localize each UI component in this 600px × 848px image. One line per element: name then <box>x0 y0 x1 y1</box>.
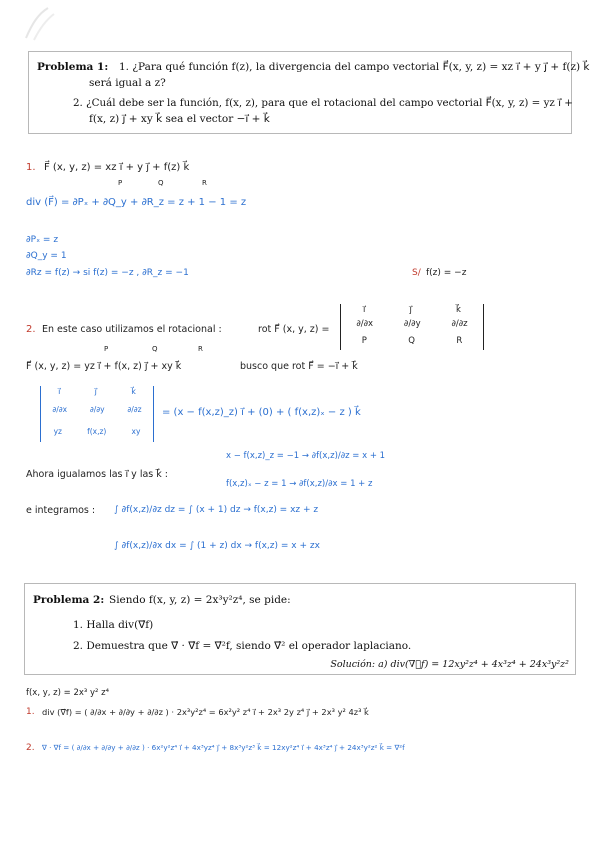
matrix-dy: ∂/∂y <box>89 405 105 414</box>
det-row2 <box>341 320 483 329</box>
det-q: Q <box>408 336 415 346</box>
matrix-k: k⃗ <box>131 387 136 396</box>
part3-function: f(x, y, z) = 2x³ y² z⁴ <box>26 688 110 698</box>
matrix-yz: yz <box>53 427 62 436</box>
part2-eq2: f(x,z)ₓ − z = 1 → ∂f(x,z)/∂x = 1 + z <box>226 479 373 489</box>
part3-line2: ∇ · ∇f = ( ∂/∂x + ∂/∂y + ∂/∂z ) · 6x²y²z⁴ i⃗ + 4x³yz⁴ j⃗ + 8x³y²z³ k⃗ = 12xy²z⁴ i⃗ + 4x³z⁴ j⃗ + 24x³y²z² k⃗ = ∇²f <box>42 743 405 752</box>
det-p: P <box>361 336 367 346</box>
det-j: j⃗ <box>409 305 412 315</box>
det-dy: ∂/∂y <box>403 319 421 329</box>
part2-r-label: R <box>198 345 203 353</box>
problem1-q2-line2: f(x, z) j⃗ + xy k⃗ sea el vector −i⃗ + k⃗ <box>89 113 270 125</box>
part1-field: F⃗ (x, y, z) = xz i⃗ + y j⃗ + f(z) k⃗ <box>44 162 190 173</box>
part1-number: 1. <box>26 162 36 173</box>
part1-r-label: R <box>202 179 207 187</box>
part2-result: = (x − f(x,z)_z) i⃗ + (0) + ( f(x,z)ₓ − z ) k⃗ <box>162 407 361 418</box>
part1-drz: ∂Rz = f(z) → si f(z) = −z , ∂R_z = −1 <box>26 268 189 278</box>
part2-field: F⃗ (x, y, z) = yz i⃗ + f(x, z) j⃗ + xy k⃗ <box>26 361 182 372</box>
det-r: R <box>456 336 463 346</box>
matrix-f: f(x,z) <box>87 427 107 436</box>
part1-dpx: ∂Pₓ = z <box>26 235 59 245</box>
part2-integramos: e integramos : <box>26 505 96 516</box>
problem2-item2: 2. Demuestra que ∇⃗ · ∇⃗f = ∇⃗²f, siendo ∇⃗² el operador laplaciano. <box>73 640 412 652</box>
part2-igualamos: Ahora igualamos las i⃗ y las k⃗ : <box>26 469 168 480</box>
part2-determinant <box>340 304 484 350</box>
problem1-q1-line2: será igual a z? <box>89 77 166 89</box>
matrix-dx: ∂/∂x <box>52 405 68 414</box>
det-dz: ∂/∂z <box>451 319 468 329</box>
part2-number: 2. <box>26 324 36 335</box>
part1-p-label: P <box>118 179 123 187</box>
problem1-label: Problema 1: <box>37 61 109 73</box>
matrix-row3 <box>41 428 153 436</box>
matrix-dz: ∂/∂z <box>127 405 142 414</box>
matrix-i: i⃗ <box>58 387 61 396</box>
part2-int2: ∫ ∂f(x,z)/∂x dx = ∫ (1 + z) dx → f(x,z) = x + zx <box>114 541 320 551</box>
part2-q-label: Q <box>152 345 158 353</box>
problem2-box <box>24 583 576 675</box>
part1-divergence: div (F⃗) = ∂Pₓ + ∂Q_y + ∂R_z = z + 1 − 1 = z <box>26 197 247 208</box>
part2-eq1: x − f(x,z)_z = −1 → ∂f(x,z)/∂z = x + 1 <box>226 451 386 461</box>
problem2-label: Problema 2: <box>33 594 105 606</box>
det-row3 <box>341 337 483 346</box>
det-row1 <box>341 306 483 315</box>
part2-p-label: P <box>104 345 109 353</box>
part3-number2: 2. <box>26 743 35 753</box>
part1-solution: f(z) = −z <box>426 268 467 278</box>
matrix-xy: xy <box>131 427 141 436</box>
det-k: k⃗ <box>455 305 461 315</box>
corner-watermark-mark <box>18 4 58 44</box>
part2-matrix <box>40 386 154 442</box>
part2-intro: En este caso utilizamos el rotacional : <box>42 324 222 335</box>
part2-int1: ∫ ∂f(x,z)/∂z dz = ∫ (x + 1) dz → f(x,z) = xz + z <box>114 505 319 515</box>
problem1-q2-line1: 2. ¿Cuál debe ser la función, f(x, z), para que el rotacional del campo vectorial F⃗(x, y, z) = yz i⃗ + <box>73 97 573 109</box>
part1-solution-prefix: S/ <box>412 268 421 278</box>
matrix-row2 <box>41 406 153 414</box>
problem2-statement: Siendo f(x, y, z) = 2x³y²z⁴, se pide: <box>109 594 291 606</box>
part3-line1: div (∇⃗f) = ( ∂/∂x + ∂/∂y + ∂/∂z ) · 2x³y²z⁴ = 6x²y² z⁴ i⃗ + 2x³ 2y z⁴ j⃗ + 2x³ y² 4z³ k⃗ <box>42 707 369 717</box>
part2-busco: busco que rot F⃗ = −i⃗ + k⃗ <box>240 361 358 372</box>
problem2-item1: 1. Halla div(∇⃗f) <box>73 619 154 631</box>
problem1-box <box>28 51 590 134</box>
det-dx: ∂/∂x <box>356 319 374 329</box>
part1-q-label: Q <box>158 179 164 187</box>
part3-number1: 1. <box>26 707 35 717</box>
matrix-j: j⃗ <box>94 387 97 396</box>
det-i: i⃗ <box>363 305 366 315</box>
matrix-row1 <box>41 388 153 396</box>
part1-dqy: ∂Q_y = 1 <box>26 251 67 261</box>
problem2-solution: Solución: a) div(∇⃗f) = 12xy²z⁴ + 4x³z⁴ + 24x³y²z² <box>330 659 569 670</box>
part2-rot: rot F⃗ (x, y, z) = <box>258 324 330 335</box>
problem1-q1-line1: 1. ¿Para qué función f(z), la divergencia del campo vectorial F⃗(x, y, z) = xz i⃗ + y j⃗ + f(z) k⃗ <box>119 61 590 73</box>
